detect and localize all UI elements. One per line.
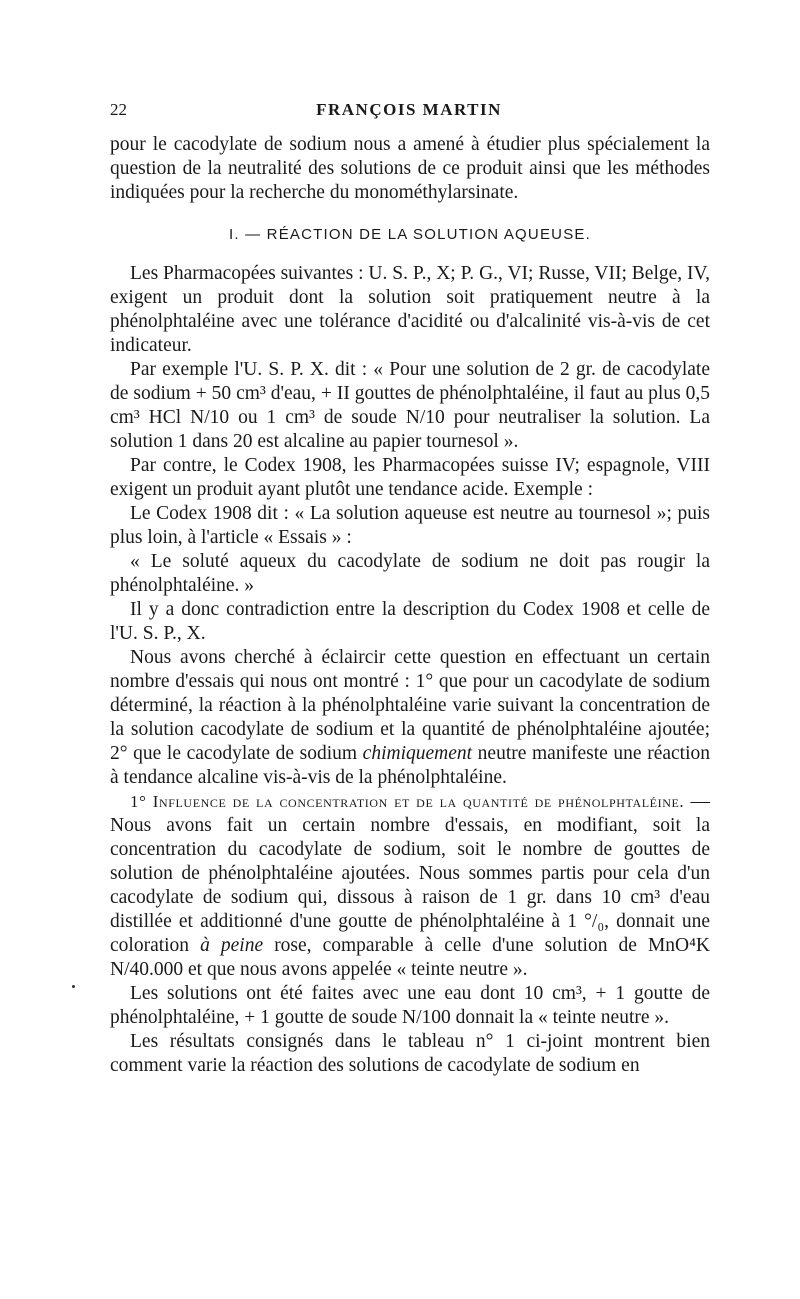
- paragraph-usp-example: Par exemple l'U. S. P. X. dit : « Pour une solution de 2 gr. de cacodylate de sodium + 50 cm³ d'eau, + II gouttes de phénolphtaléine, il faut au plus 0,5 cm³ HCl N/10 ou 1 cm³ de soude N/10 pour neutraliser la solution. La solution 1 dans 20 est alcaline au papier tournesol ».: [110, 359, 710, 452]
- paragraph-influence: [110, 790, 710, 982]
- paragraph-solute-quote: « Le soluté aqueux du cacodylate de sodium ne doit pas rougir la phénolphtaléine. »: [110, 551, 710, 596]
- body-text: [110, 133, 710, 1078]
- subsection-heading: 1° Influence de la concentration et de la quantité de phénolphtaléine.: [130, 792, 685, 811]
- paragraph-pharmacopees: Les Pharmacopées suivantes : U. S. P., X; P. G., VI; Russe, VII; Belge, IV, exigent un produit dont la solution soit pratiquement neutre à la phénolphtaléine avec une tolérance d'acidité ou d'alcalinité vis-à-vis de cet indicateur.: [110, 263, 710, 356]
- paragraph-codex-contrast: Par contre, le Codex 1908, les Pharmacopées suisse IV; espagnole, VIII exigent un produit ayant plutôt une tendance acide. Exemple :: [110, 455, 710, 500]
- essais-text-a: Nous avons cherché à éclaircir cette question en effectuant un certain nombre d'essais qui nous ont montré : 1° que pour un cacodylate de sodium déterminé, la réaction à la phénolphtaléine varie suivant la concentration de la solution cacodylate de sodium et la quantité de phénolphtaléine ajoutée; 2° que le cacodylate de sodium: [110, 647, 710, 764]
- paragraph-contradiction: Il y a donc contradiction entre la description du Codex 1908 et celle de l'U. S. P., X.: [110, 599, 710, 644]
- influence-text-b: rose, comparable à celle d'une solution de MnO⁴K N/40.000 et que nous avons appelée « teinte neutre ».: [110, 935, 710, 980]
- paragraph-solutions: Les solutions ont été faites avec une eau dont 10 cm³, + 1 goutte de phénolphtaléine, + 1 goutte de soude N/100 donnait la « teinte neutre ».: [110, 983, 710, 1028]
- intro-paragraph: pour le cacodylate de sodium nous a amené à étudier plus spécialement la question de la neutralité des solutions de ce produit ainsi que les méthodes indiquées pour la recherche du monométhylarsinate.: [110, 134, 710, 203]
- page-number: 22: [110, 100, 127, 119]
- paragraph-resultats: Les résultats consignés dans le tableau n° 1 ci-joint montrent bien comment varie la réaction des solutions de cacodylate de sodium en: [110, 1031, 710, 1076]
- paragraph-essais: [110, 646, 710, 790]
- section-heading: I. — RÉACTION DE LA SOLUTION AQUEUSE.: [229, 226, 591, 243]
- emphasis-a-peine: à peine: [200, 935, 264, 956]
- page-header: [110, 100, 708, 126]
- influence-text-a: — Nous avons fait un certain nombre d'essais, en modifiant, soit la concentration du cacodylate de sodium, soit le nombre de gouttes de solution de phénolphtaléine ajoutées. Nous sommes partis pour cela d'un cacodylate de sodium qui, dissous à raison de 1 gr. dans 10 cm³ d'eau distillée et additionné d'une goutte de phénolphtaléine à 1 °/₀, donnait une coloration: [110, 791, 710, 956]
- margin-dot-mark: [72, 985, 75, 988]
- paragraph-codex-quote: Le Codex 1908 dit : « La solution aqueuse est neutre au tournesol »; puis plus loin, à l'article « Essais » :: [110, 503, 710, 548]
- emphasis-chimiquement: chimiquement: [362, 743, 473, 764]
- essais-text-b: neutre manifeste une réaction à tendance alcaline vis-à-vis de la phénolphtaléine.: [110, 743, 710, 788]
- running-title: FRANÇOIS MARTIN: [316, 100, 502, 119]
